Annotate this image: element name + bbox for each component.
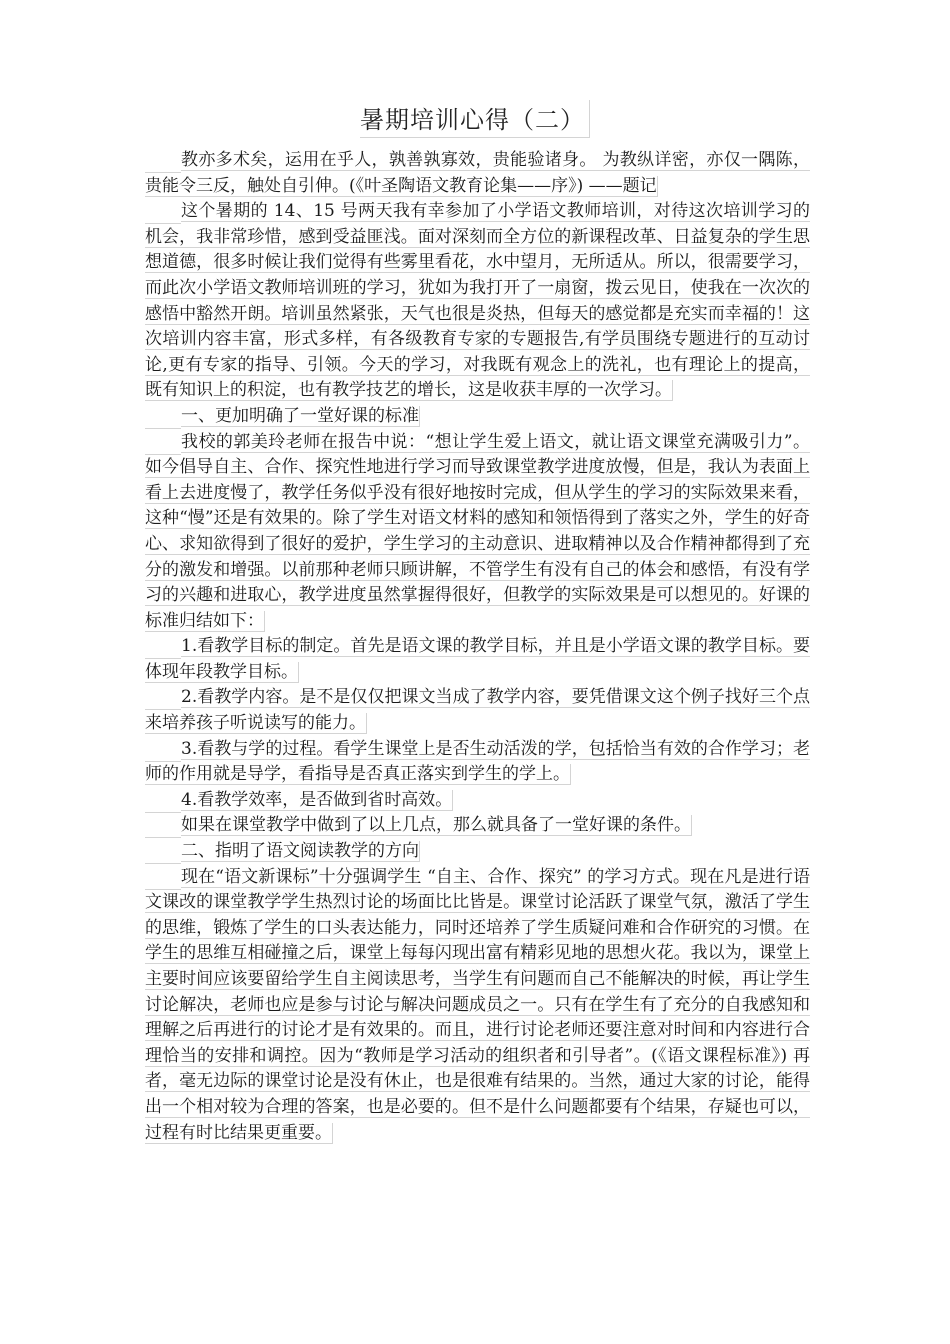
paragraph-section-2: 现在“语文新课标”十分强调学生 “自主、合作、探究” 的学习方式。现在凡是进行语文课改的课堂教学学生热烈讨论的场面比比皆是。课堂讨论活跃了课堂气氛，激活了学生的思维，锻炼了学生的口头表达能力，同时还培养了学生质疑问难和合作研究的习惯。在学生的思维互相碰撞之后，课堂上每每闪现出富有精彩见地的思想火花。我以为，课堂上主要时间应该要留给学生自主阅读思考，当学生有问题而自己不能解决的时候，再让学生讨论解决，老师也应是参与讨论与解决问题成员之一。只有在学生有了充分的自我感知和理解之后再进行的讨论才是有效果的。而且，进行讨论老师还要注意对时间和内容进行合理恰当的安排和调控。因为“教师是学习活动的组织者和引导者”。(《语文课程标准》) 再者，毫无边际的课堂讨论是没有休止，也是很难有结果的。当然，通过大家的讨论，能得出一个相对较为合理的答案，也是必要的。但不是什么问题都要有个结果，存疑也可以，过程有时比结果更重要。 [145,865,810,1147]
section-heading-1: 一、更加明确了一堂好课的标准 [145,404,810,430]
paragraph-summary-1: 如果在课堂教学中做到了以上几点，那么就具备了一堂好课的条件。 [145,813,810,839]
paragraph-intro: 这个暑期的 14、15 号两天我有幸参加了小学语文教师培训，对待这次培训学习的机会，我非常珍惜，感到受益匪浅。面对深刻而全方位的新课程改革、日益复杂的学生思想道德，很多时候让我们觉得有些雾里看花，水中望月，无所适从。所以，很需要学习，而此次小学语文教师培训班的学习，犹如为我打开了一扇窗，拨云见日，使我在一次次的感悟中豁然开朗。培训虽然紧张，天气也很是炎热，但每天的感觉都是充实而幸福的！这次培训内容丰富，形式多样，有各级教育专家的专题报告,有学员围绕专题进行的互动讨论,更有专家的指导、引领。今天的学习，对我既有观念上的洗礼，也有理论上的提高，既有知识上的积淀，也有教学技艺的增长，这是收获丰厚的一次学习。 [145,199,810,404]
list-item-4: 4.看教学效率，是否做到省时高效。 [145,788,810,814]
section-heading-2: 二、指明了语文阅读教学的方向 [145,839,810,865]
document-body [145,148,810,1146]
list-item-1: 1.看教学目标的制定。首先是语文课的教学目标，并且是小学语文课的教学目标。要体现年段教学目标。 [145,634,810,685]
list-item-3: 3.看教与学的过程。看学生课堂上是否生动活泼的学，包括恰当有效的合作学习；老师的作用就是导学，看指导是否真正落实到学生的学上。 [145,737,810,788]
paragraph-section-1: 我校的郭美玲老师在报告中说：“想让学生爱上语文，就让语文课堂充满吸引力”。 如今倡导自主、合作、探究性地进行学习而导致课堂教学进度放慢，但是，我认为表面上看上去进度慢了，教学任务似乎没有很好地按时完成，但从学生的学习的实际效果来看，这种“慢”还是有效果的。除了学生对语文材料的感知和领悟得到了落实之外，学生的好奇心、求知欲得到了很好的爱护，学生学习的主动意识、进取精神以及合作精神都得到了充分的激发和增强。以前那种老师只顾讲解，不管学生有没有自己的体会和感悟，有没有学习的兴趣和进取心，教学进度虽然掌握得很好，但教学的实际效果是可以想见的。好课的标准归结如下： [145,430,810,635]
document-title: 暑期培训心得（二） [360,100,590,138]
list-item-2: 2.看教学内容。是不是仅仅把课文当成了教学内容，要凭借课文这个例子找好三个点来培养孩子听说读写的能力。 [145,685,810,736]
paragraph-epigraph: 教亦多术矣，运用在乎人，孰善孰寡效，贵能验诸身。 为教纵详密，亦仅一隅陈，贵能令三反，触处自引伸。(《叶圣陶语文教育论集——序》) ——题记 [145,148,810,199]
